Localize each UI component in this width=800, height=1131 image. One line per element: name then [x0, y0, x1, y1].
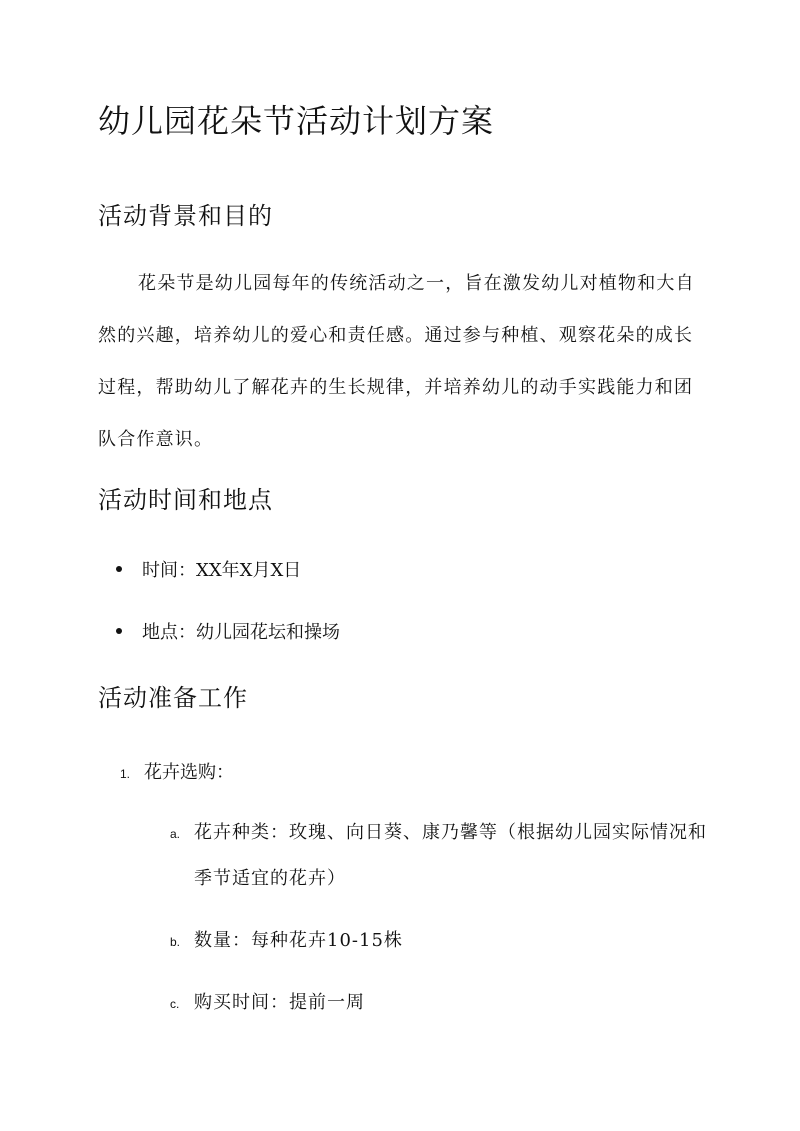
subitem-text: 数量：每种花卉10-15株: [194, 930, 403, 951]
list-item: [170, 918, 714, 964]
item-text: 花卉选购：: [144, 762, 234, 783]
list-item: [116, 618, 340, 644]
subitem-text: 花卉种类：玫瑰、向日葵、康乃馨等（根据幼儿园实际情况和季节适宜的花卉）: [194, 822, 707, 889]
place-text: 地点：幼儿园花坛和操场: [142, 622, 340, 643]
section-heading-background: 活动背景和目的: [98, 202, 273, 230]
time-text: 时间：XX年X月X日: [142, 560, 302, 581]
list-item: [116, 556, 301, 582]
list-marker: a.: [170, 827, 181, 841]
section-heading-time-place: 活动时间和地点: [98, 486, 273, 514]
list-item: [120, 758, 234, 784]
subitem-text: 购买时间：提前一周: [194, 992, 365, 1013]
background-paragraph: 花朵节是幼儿园每年的传统活动之一，旨在激发幼儿对植物和大自然的兴趣，培养幼儿的爱心和责任感。通过参与种植、观察花朵的成长过程，帮助幼儿了解花卉的生长规律，并培养幼儿的动手实践能力和团队合作意识。: [98, 273, 695, 450]
list-marker: b.: [170, 935, 181, 949]
list-marker: c.: [170, 997, 180, 1011]
list-marker: 1.: [120, 767, 131, 781]
list-item: [170, 980, 714, 1026]
section-heading-preparation: 活动准备工作: [98, 684, 248, 712]
bullet-icon: [116, 566, 122, 572]
document-title: 幼儿园花朵节活动计划方案: [98, 102, 495, 140]
bullet-icon: [116, 628, 122, 634]
list-item: [170, 810, 714, 902]
